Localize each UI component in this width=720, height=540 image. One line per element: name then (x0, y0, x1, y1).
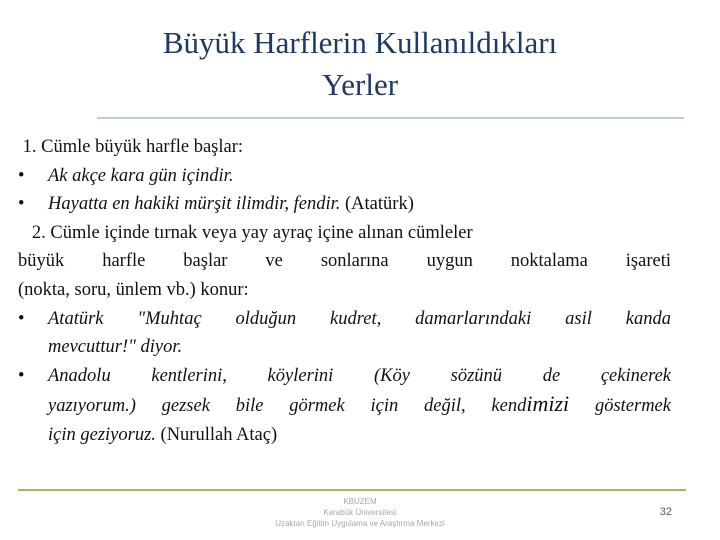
rule-2-text-line3: (nokta, soru, ünlem vb.) konur: (18, 279, 249, 300)
example-4 (18, 362, 671, 391)
example-4-line2-b: imizi (526, 391, 570, 417)
example-2-text: Hayatta en hakiki mürşit ilimdir, fendir. (48, 194, 341, 215)
footer-line1: KBUZEM (343, 497, 377, 506)
example-4-line2-c: göstermek (569, 396, 671, 417)
bullet-icon: • (18, 165, 25, 186)
example-3-line1: Atatürk "Muhtaç olduğun kudret, damarlarındaki asil kanda (48, 308, 671, 329)
rule-2-text-line1: Cümle içinde tırnak veya yay ayraç içine alınan cümleler (50, 222, 473, 243)
example-2-source: (Atatürk) (345, 194, 414, 215)
example-4-line3 (18, 421, 671, 450)
slide-title-line1: Büyük Harflerin Kullanıldıkları (162, 25, 558, 60)
example-4-line1: Anadolu kentlerini, köylerini (Köy sözünü de çekinerek (48, 365, 671, 386)
slide-title (60, 22, 660, 106)
bullet-icon: • (18, 308, 25, 329)
rule-1-number: 1. (22, 137, 37, 157)
bullet-icon: • (18, 365, 25, 386)
rule-2-number: 2. (31, 222, 46, 243)
rule-2-text-line2: büyük harfle başlar ve sonlarına uygun noktalama işareti (18, 251, 671, 272)
footer-line3: Uzaktan Eğitim Uygulama ve Araştırma Merkezi (275, 519, 445, 528)
example-1-text: Ak akçe kara gün içindir. (48, 165, 234, 186)
example-1 (18, 162, 671, 191)
bullet-icon: • (18, 194, 25, 215)
rule-1-text: Cümle büyük harfle başlar: (41, 137, 244, 157)
footer-divider (18, 489, 686, 491)
example-4-line2-a: yazıyorum.) gezsek bile görmek için değil, kend (48, 396, 527, 417)
example-4-line3-text: için geziyoruz. (48, 424, 156, 445)
slide-title-line2: Yerler (321, 67, 399, 102)
example-4-line2 (18, 390, 671, 421)
example-3-line2: mevcuttur!" diyor. (48, 337, 183, 358)
title-divider (97, 117, 684, 119)
footer-line2: Karabük Üniversitesi (323, 508, 397, 517)
rule-1-heading (18, 133, 671, 162)
example-4-source: (Nurullah Ataç) (160, 424, 278, 445)
example-2 (18, 190, 671, 219)
slide-body (18, 133, 671, 450)
footer (240, 496, 480, 529)
example-3-continuation (18, 333, 671, 362)
example-3 (18, 305, 671, 334)
page-number: 32 (659, 506, 672, 518)
rule-2-heading (18, 219, 671, 248)
